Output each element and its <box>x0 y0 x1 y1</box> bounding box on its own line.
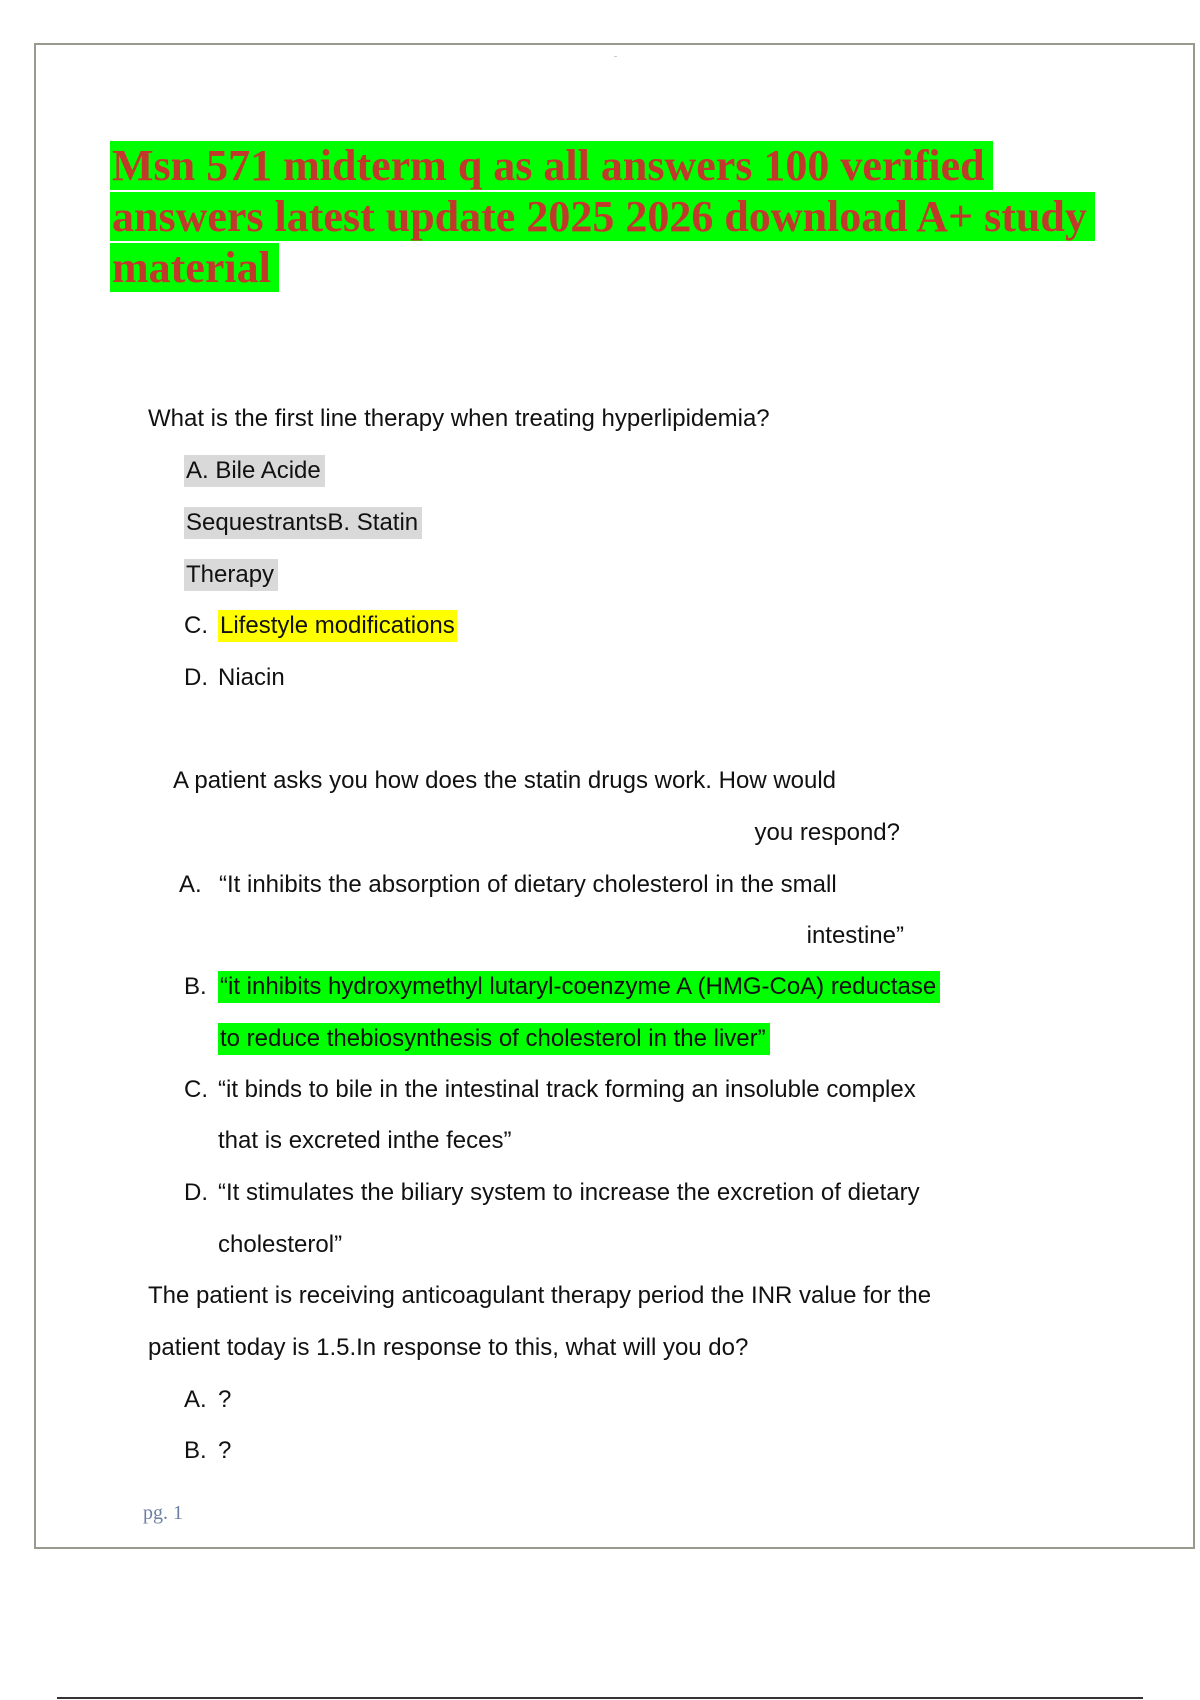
question-2-option-c-continuation: that is excreted inthe feces” <box>218 1127 512 1154</box>
question-2-option-d <box>184 1176 920 1210</box>
question-2-option-a-continuation: intestine” <box>806 922 904 949</box>
option-a-text: A. Bile Acide <box>184 455 325 487</box>
option-b-text: SequestrantsB. Statin <box>184 507 422 539</box>
document-title <box>110 140 1130 293</box>
correct-answer-text: “it inhibits hydroxymethyl lutaryl-coenzyme A (HMG-CoA) reductase <box>218 971 940 1003</box>
option-text: “it binds to bile in the intestinal track forming an insoluble complex <box>218 1076 916 1103</box>
option-letter: B. <box>184 1437 207 1464</box>
question-1-option-c <box>184 609 457 643</box>
question-3-text: The patient is receiving anticoagulant therapy period the INR value for the <box>148 1282 932 1309</box>
question-2-option-b <box>184 970 940 1004</box>
question-1-option-d <box>184 661 285 695</box>
option-letter: D. <box>184 664 208 691</box>
option-text: Niacin <box>218 664 285 691</box>
question-1-option-line <box>184 558 278 592</box>
question-2-text-continuation: you respond? <box>754 819 900 846</box>
question-3-option-b <box>184 1434 231 1468</box>
question-1-text: What is the first line therapy when treating hyperlipidemia? <box>148 405 770 432</box>
question-3-option-a <box>184 1383 231 1417</box>
correct-answer-text-continuation: to reduce thebiosynthesis of cholesterol in the liver” <box>218 1023 770 1055</box>
question-3-text-continuation: patient today is 1.5.In response to this, what will you do? <box>148 1334 749 1361</box>
question-2-option-b-continuation <box>218 1022 770 1056</box>
option-text: ? <box>218 1386 232 1413</box>
page-number: pg. 1 <box>143 1502 183 1524</box>
page-mark <box>614 56 617 57</box>
option-letter: B. <box>184 973 207 1000</box>
question-2-option-c <box>184 1073 916 1107</box>
option-letter: C. <box>184 612 208 639</box>
option-letter: C. <box>184 1076 208 1103</box>
question-2-option-a <box>179 868 837 902</box>
option-letter: A. <box>184 1386 207 1413</box>
question-1-option-line <box>184 506 422 540</box>
question-2-option-d-continuation: cholesterol” <box>218 1231 343 1258</box>
bottom-divider <box>57 1697 1143 1699</box>
option-letter: D. <box>184 1179 208 1206</box>
option-text: ? <box>218 1437 232 1464</box>
option-letter: A. <box>179 871 202 898</box>
option-b-continuation: Therapy <box>184 559 278 591</box>
document-title-text: Msn 571 midterm q as all answers 100 verified answers latest update 2025 2026 download A+ study material <box>110 141 1095 292</box>
correct-answer-text: Lifestyle modifications <box>218 610 457 642</box>
option-text: “It inhibits the absorption of dietary cholesterol in the small <box>219 871 837 898</box>
question-1-option-line <box>184 454 325 488</box>
option-text: “It stimulates the biliary system to increase the excretion of dietary <box>218 1179 920 1206</box>
question-2-text: A patient asks you how does the statin drugs work. How would <box>173 767 837 794</box>
